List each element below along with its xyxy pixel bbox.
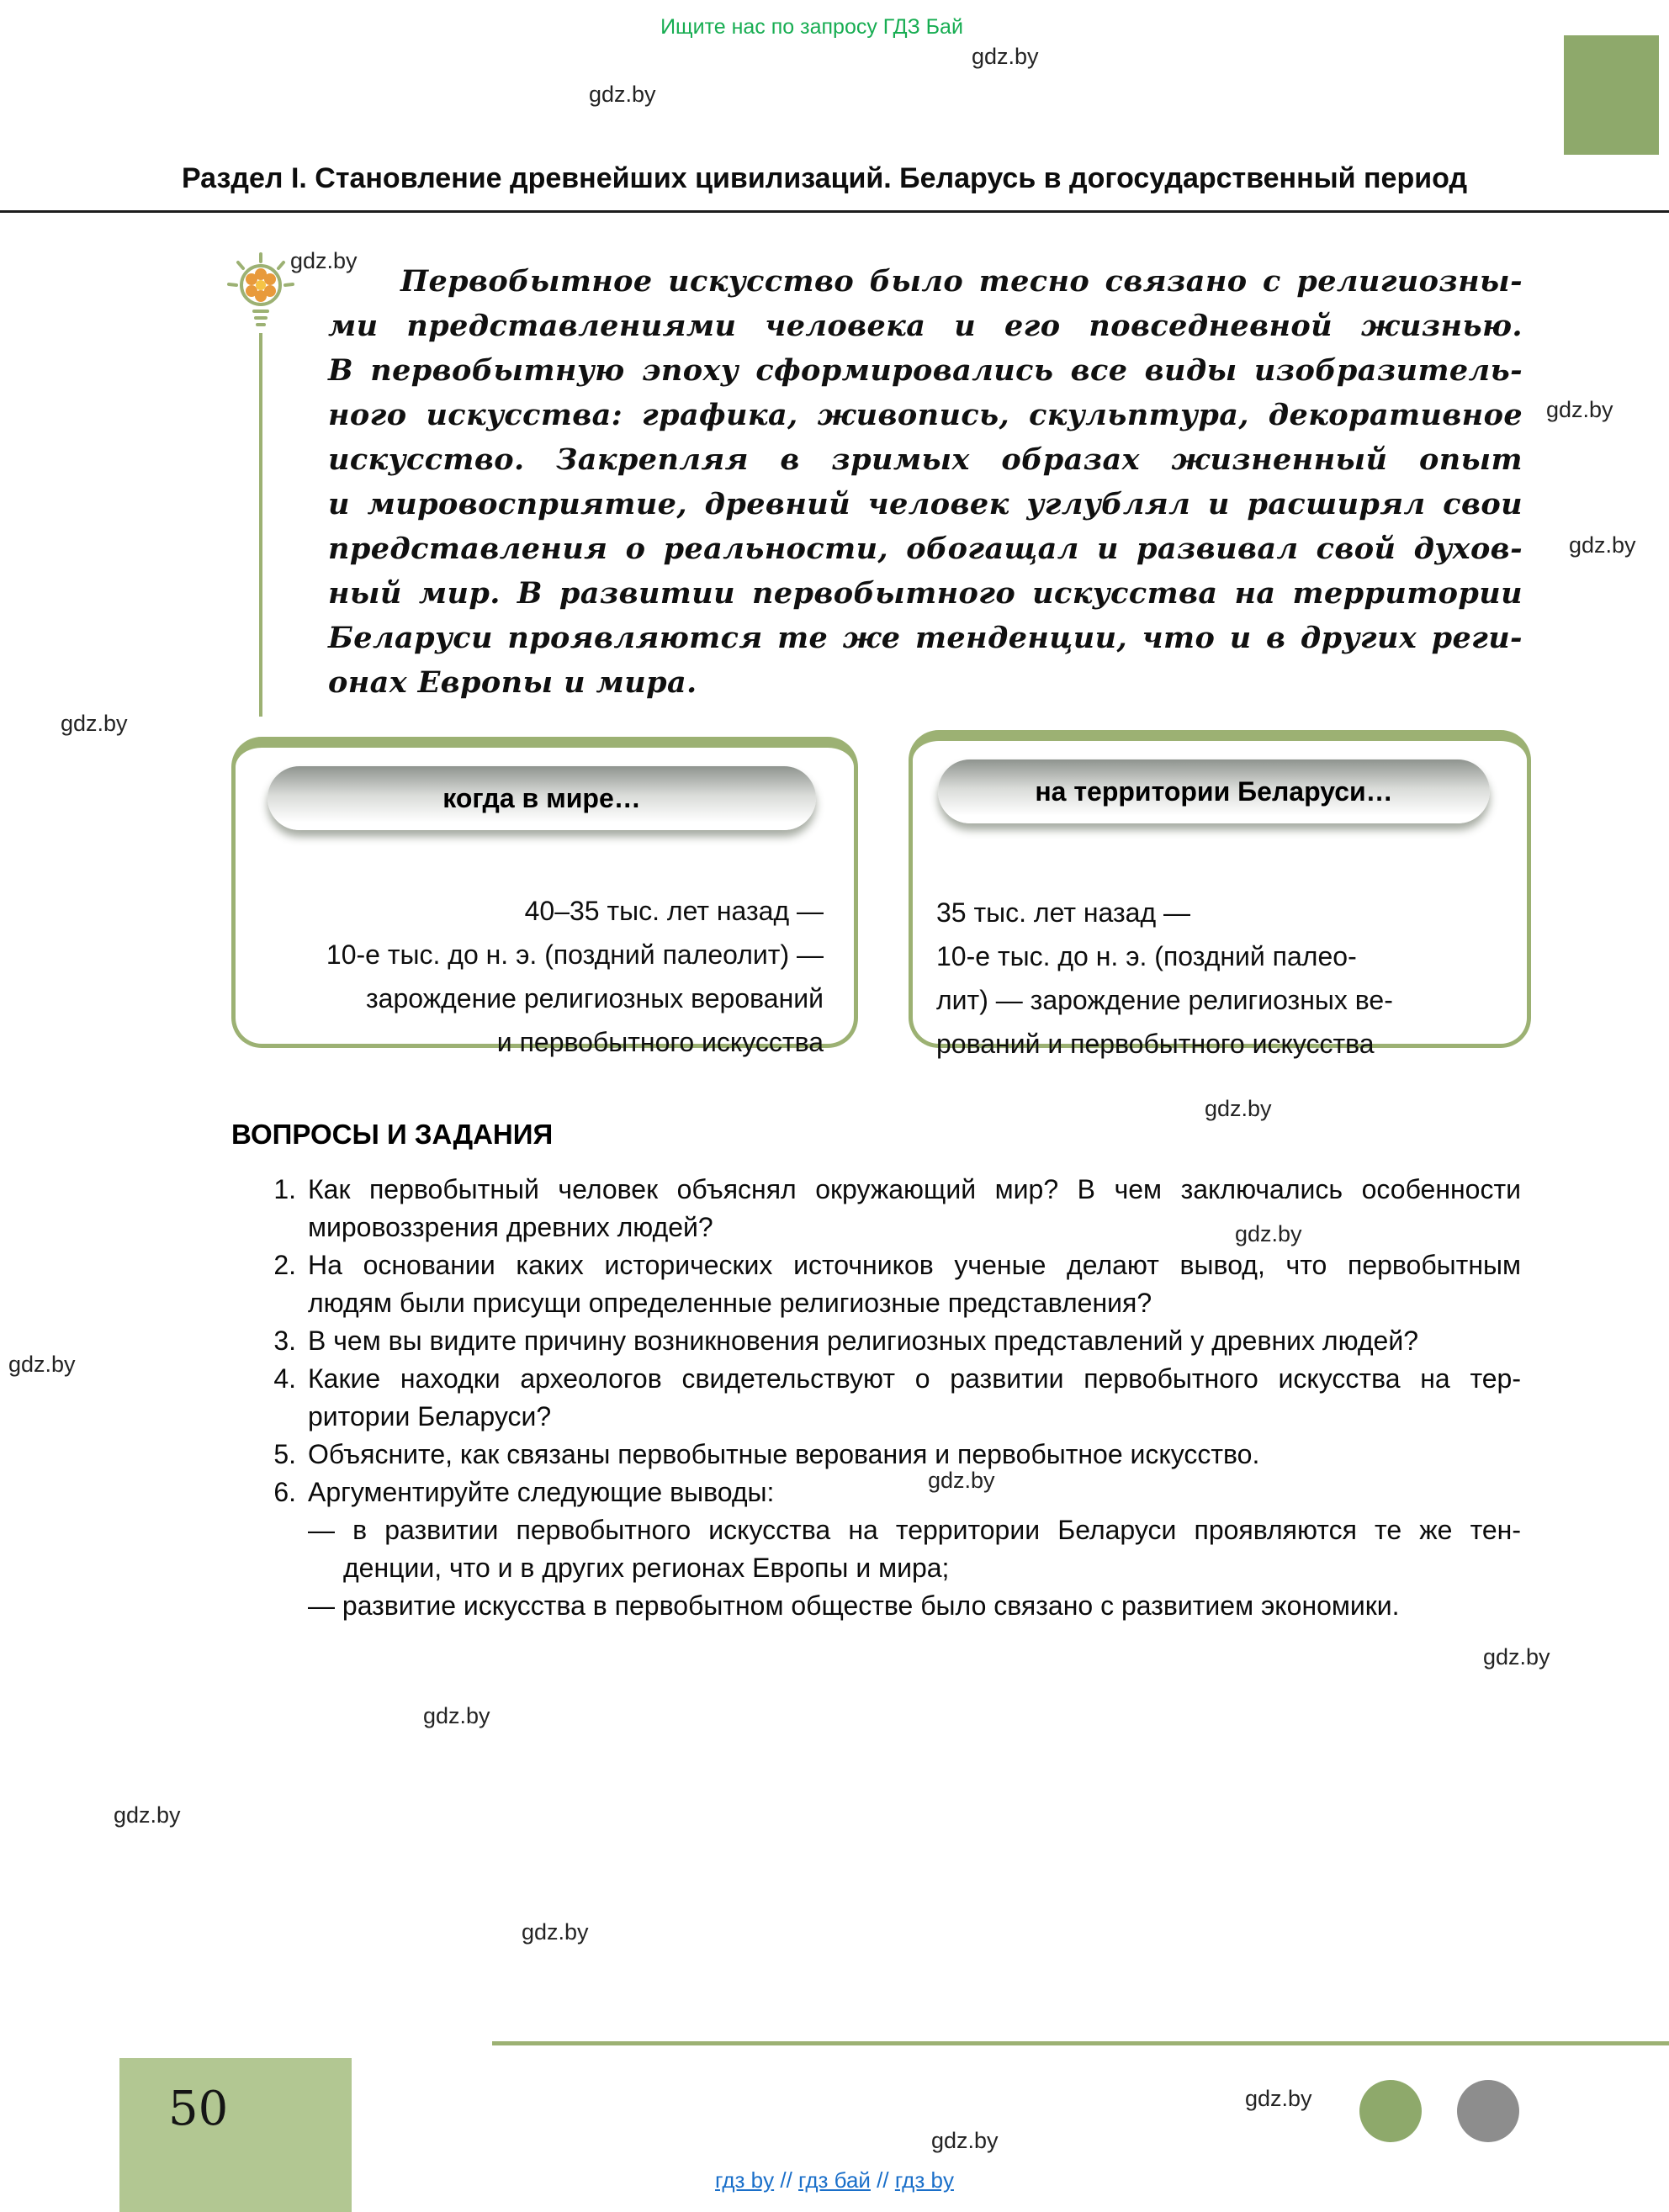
- timeline-line: рований и первобытного искусства: [936, 1029, 1375, 1059]
- watermark: gdz.by: [1546, 397, 1613, 422]
- section-header-title: Раздел I. Становление древнейших цивилизаций. Беларусь в догосударственный период: [181, 162, 1468, 194]
- footer-link[interactable]: гдз бай: [798, 2167, 871, 2193]
- question-item: [246, 1322, 1521, 1360]
- green-dot-decoration: [1359, 2080, 1422, 2142]
- intro-paragraph: [328, 259, 1523, 705]
- timeline-box-belarus: [909, 730, 1531, 1059]
- question-subitem: [308, 1511, 1521, 1587]
- watermark: gdz.by: [1483, 1644, 1550, 1670]
- footer-links: [0, 2167, 1669, 2193]
- watermark: gdz.by: [1245, 2086, 1312, 2111]
- watermark: gdz.by: [1569, 532, 1636, 558]
- question-subline: денции, что и в других регионах Европы и мира;: [343, 1553, 950, 1583]
- watermark: gdz.by: [931, 2128, 999, 2153]
- question-text: [308, 1246, 1521, 1322]
- gray-dot-decoration: [1457, 2080, 1519, 2142]
- question-number: 6.: [273, 1477, 296, 1507]
- intro-line: Первобытное искусство было тесно связано с религиозны-: [400, 264, 1523, 299]
- watermark: gdz.by: [61, 711, 128, 736]
- timeline-line: 40–35 тыс. лет назад —: [524, 896, 824, 926]
- question-line: Какие находки археологов свидетельствуют о развитии первобытного искусства на тер-: [308, 1363, 1521, 1394]
- watermark: gdz.by: [290, 248, 358, 273]
- footer-link-separator: //: [870, 2167, 895, 2193]
- question-line: ритории Беларуси?: [308, 1401, 552, 1431]
- watermark: gdz.by: [972, 44, 1039, 69]
- question-line: Объясните, как связаны первобытные верования и первобытное искусство.: [308, 1439, 1260, 1469]
- question-item: [246, 1246, 1521, 1322]
- question-line: Аргументируйте следующие выводы:: [308, 1477, 775, 1507]
- question-number: 4.: [273, 1363, 296, 1394]
- intro-line: Беларуси проявляются те же тенденции, что и в других реги-: [328, 621, 1523, 655]
- watermark: gdz.by: [114, 1802, 181, 1828]
- timeline-line: 35 тыс. лет назад —: [936, 897, 1191, 928]
- intro-line: ми представлениями человека и его повседневной жизнью.: [328, 309, 1523, 343]
- question-line: мировоззрения древних людей?: [308, 1212, 713, 1242]
- question-item: [246, 1436, 1521, 1474]
- question-number: 3.: [273, 1326, 296, 1356]
- watermark: gdz.by: [522, 1919, 589, 1945]
- question-item: [246, 1474, 1521, 1625]
- question-subline: — в развитии первобытного искусства на территории Беларуси проявляются те же тен-: [308, 1515, 1521, 1545]
- timeline-box-belarus-body: [936, 891, 1510, 1066]
- timeline-line: 10-е тыс. до н. э. (поздний палеолит) —: [326, 939, 824, 970]
- footer-rule: [492, 2041, 1669, 2045]
- watermark: gdz.by: [589, 82, 656, 107]
- intro-line: онах Европы и мира.: [328, 665, 697, 700]
- timeline-line: 10-е тыс. до н. э. (поздний палео-: [936, 941, 1357, 971]
- watermark: gdz.by: [8, 1352, 76, 1377]
- timeline-box-world-body: [252, 889, 824, 1064]
- question-item: [246, 1360, 1521, 1436]
- footer-link-separator: //: [774, 2167, 799, 2193]
- question-line: В чем вы видите причину возникновения религиозных представлений у древних людей?: [308, 1326, 1418, 1356]
- intro-line: В первобытную эпоху сформировались все виды изобразитель-: [328, 353, 1523, 388]
- lightbulb-idea-icon: [225, 252, 296, 333]
- promo-banner-text: Ищите нас по запросу ГДЗ Бай: [660, 15, 963, 39]
- questions-list: [246, 1171, 1521, 1625]
- question-item: [246, 1171, 1521, 1246]
- accent-vertical-line: [259, 333, 262, 717]
- watermark: gdz.by: [1205, 1096, 1272, 1121]
- intro-line: искусство. Закрепляя в зримых образах жизненный опыт: [328, 442, 1523, 477]
- header-rule: [0, 210, 1669, 213]
- question-text: [308, 1474, 1521, 1625]
- timeline-box-world-title: когда в мире…: [442, 782, 641, 813]
- timeline-box-world-header: [268, 766, 816, 830]
- watermark: gdz.by: [1235, 1221, 1302, 1246]
- question-text: [308, 1436, 1521, 1474]
- timeline-line: лит) — зарождение религиозных ве-: [936, 985, 1393, 1015]
- watermark: gdz.by: [928, 1468, 995, 1493]
- page-number: 50: [168, 2082, 229, 2136]
- question-number: 5.: [273, 1439, 296, 1469]
- timeline-line: зарождение религиозных верований: [366, 983, 824, 1013]
- question-subline: — развитие искусства в первобытном обществе было связано с развитием экономики.: [308, 1590, 1400, 1621]
- intro-line: и мировосприятие, древний человек углублял и расширял свои: [328, 487, 1523, 521]
- footer-link[interactable]: гдз by: [715, 2167, 775, 2193]
- timeline-line: и первобытного искусства: [496, 1027, 824, 1057]
- question-subitem: [308, 1587, 1521, 1625]
- corner-decoration-rect: [1564, 35, 1659, 155]
- timeline-box-world: [231, 737, 858, 1057]
- question-line: людям были присущи определенные религиозные представления?: [308, 1288, 1152, 1318]
- question-line: На основании каких исторических источников ученые делают вывод, что первобытным: [308, 1250, 1521, 1280]
- question-text: [308, 1360, 1521, 1436]
- question-text: [308, 1322, 1521, 1360]
- timeline-box-belarus-title: на территории Беларуси…: [1035, 775, 1393, 807]
- question-number: 1.: [273, 1174, 296, 1204]
- question-text: [308, 1171, 1521, 1246]
- intro-line: ный мир. В развитии первобытного искусства на территории: [328, 576, 1523, 611]
- question-number: 2.: [273, 1250, 296, 1280]
- timeline-box-belarus-header: [938, 759, 1490, 823]
- questions-heading: ВОПРОСЫ И ЗАДАНИЯ: [231, 1119, 554, 1150]
- question-line: Как первобытный человек объяснял окружающий мир? В чем заключались особенности: [308, 1174, 1521, 1204]
- watermark: gdz.by: [423, 1703, 490, 1728]
- intro-line: представления о реальности, обогащал и развивал свой духов-: [328, 532, 1523, 566]
- intro-line: ного искусства: графика, живопись, скульптура, декоративное: [328, 398, 1523, 432]
- footer-link[interactable]: гдз by: [894, 2167, 954, 2193]
